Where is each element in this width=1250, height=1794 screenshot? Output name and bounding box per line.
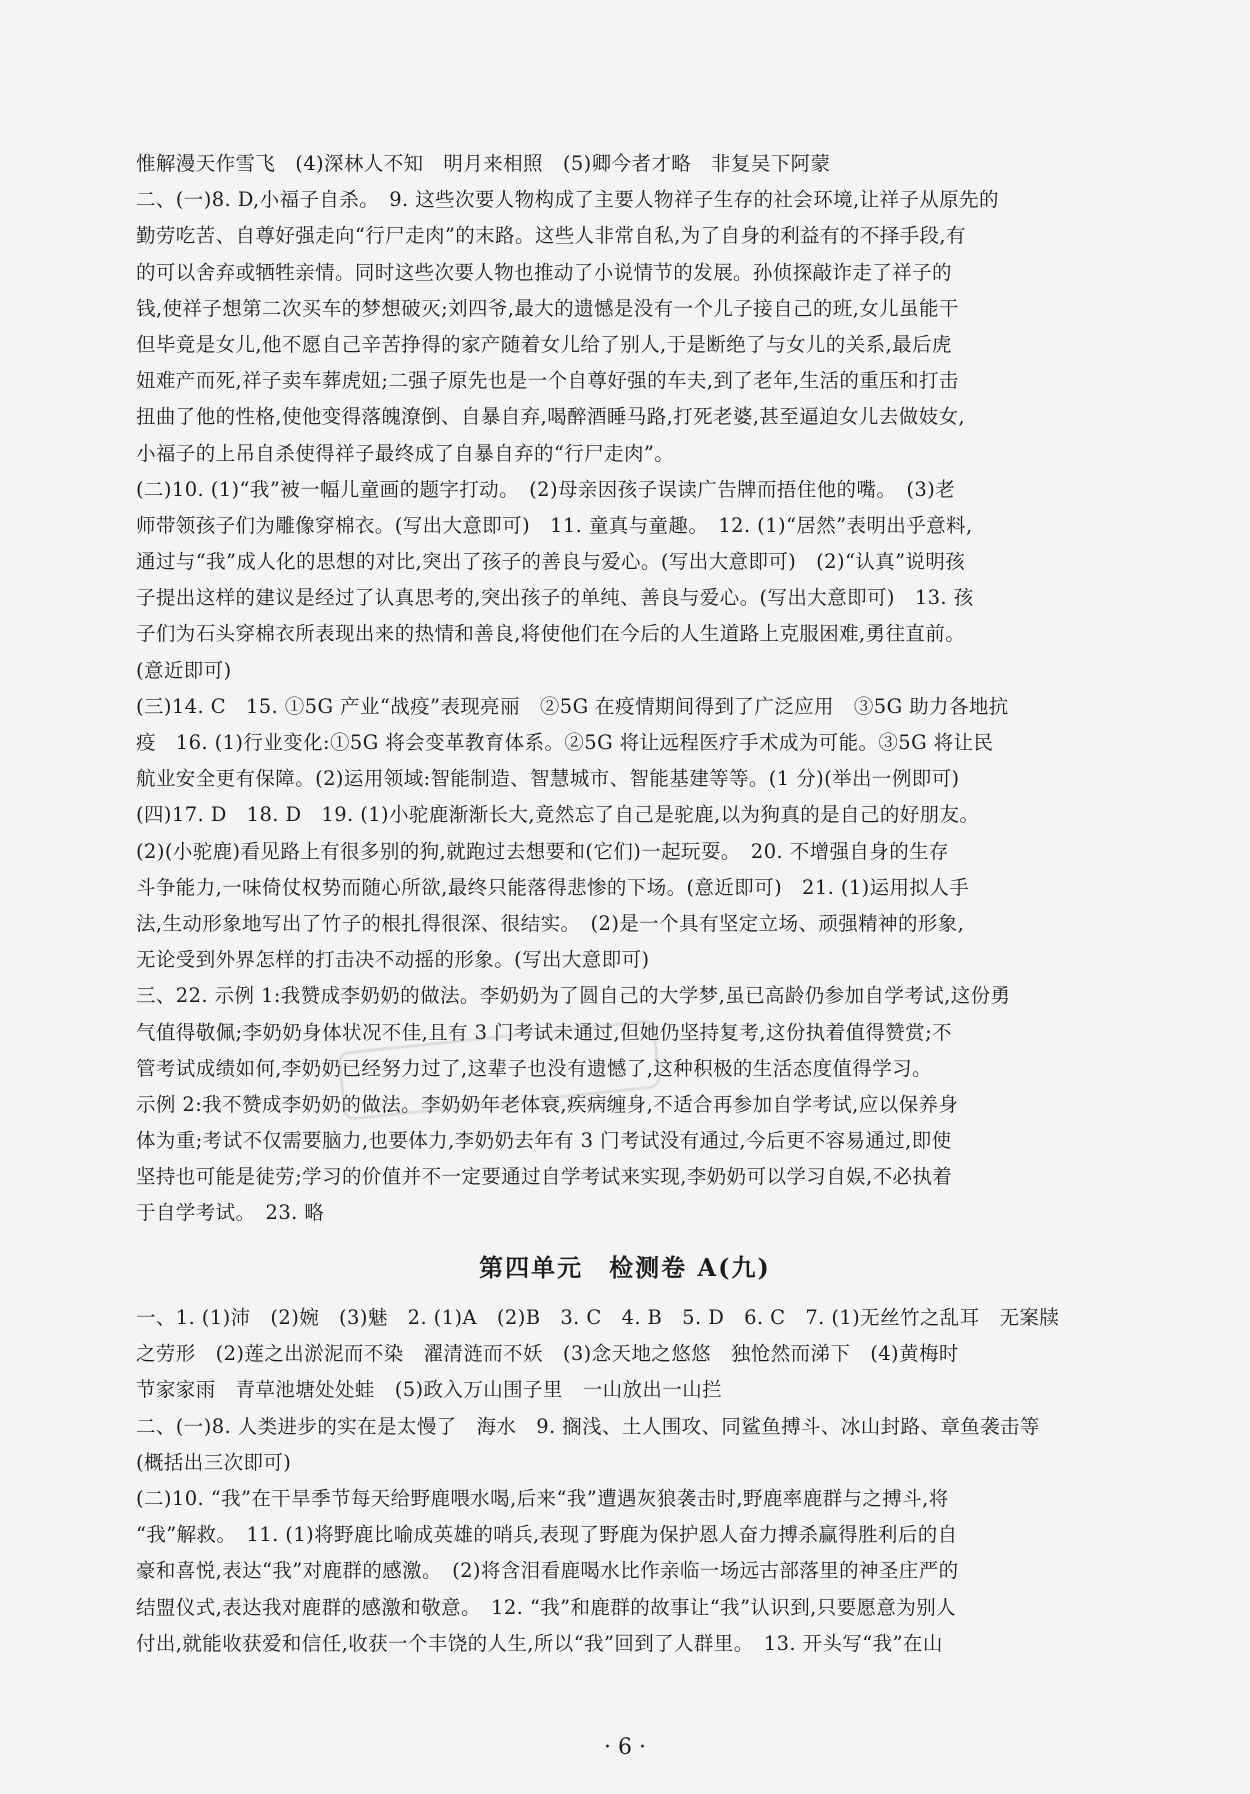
text-line: (三)14. C 15. ①5G 产业“战疫”表现亮丽 ②5G 在疫情期间得到了广泛应用 ③5G 助力各地抗 [136, 694, 1009, 718]
text-line: 扭曲了他的性格,使他变得落魄潦倒、自暴自弃,喝醉酒睡马路,打死老婆,甚至逼迫女儿去做妓女, [136, 405, 965, 429]
text-line: 管考试成绩如何,李奶奶已经努力过了,这辈子也没有遗憾了,这种积极的生活态度值得学习。 [136, 1056, 932, 1080]
text-line: 坚持也可能是徒劳;学习的价值并不一定要通过自学考试来实现,李奶奶可以学习自娱,不必执着 [136, 1165, 953, 1189]
text-line: 一、1. (1)沛 (2)婉 (3)魅 2. (1)A (2)B 3. C 4. B 5. D 6. C 7. (1)无丝竹之乱耳 无案牍 [136, 1306, 1060, 1329]
text-line: (二)10. “我”在干旱季节每天给野鹿喂水喝,后来“我”遭遇灰狼袭击时,野鹿率鹿群与之搏斗,将 [136, 1486, 949, 1510]
text-line: 节家家雨 青草池塘处处蛙 (5)政入万山围子里 一山放出一山拦 [136, 1378, 723, 1402]
text-line: 疫 16. (1)行业变化:①5G 将会变革教育体系。②5G 将让远程医疗手术成为可能。③5G 将让民 [136, 731, 994, 754]
text-line: 斗争能力,一味倚仗权势而随心所欲,最终只能落得悲惨的下场。(意近即可) 21. (1)运用拟人手 [136, 875, 970, 899]
text-line: (意近即可) [136, 658, 232, 682]
text-line: 通过与“我”成人化的思想的对比,突出了孩子的善良与爱心。(写出大意即可) (2)“认真”说明孩 [136, 550, 966, 574]
page-number: · 6 · [604, 1735, 646, 1760]
text-line: 付出,就能收获爱和信任,收获一个丰饶的人生,所以“我”回到了人群里。 13. 开头写“我”在山 [136, 1631, 943, 1655]
text-line: 的可以舍弃或牺牲亲情。同时这些次要人物也推动了小说情节的发展。孙侦探敲诈走了祥子的 [136, 260, 952, 284]
section-title: 第四单元 检测卷 A(九) [479, 1253, 771, 1282]
text-line: 豪和喜悦,表达“我”对鹿群的感激。 (2)将含泪看鹿喝水比作亲临一场远古部落里的神圣庄严的 [136, 1559, 959, 1583]
text-line: 之劳形 (2)莲之出淤泥而不染 濯清涟而不妖 (3)念天地之悠悠 独怆然而涕下 (4)黄梅时 [136, 1342, 959, 1366]
text-line: 二、(一)8. 人类进步的实在是太慢了 海水 9. 搁浅、土人围攻、同鲨鱼搏斗、冰山封路、章鱼袭击等 [136, 1414, 1040, 1438]
text-line: 师带领孩子们为雕像穿棉衣。(写出大意即可) 11. 童真与童趣。 12. (1)“居然”表明出乎意料, [136, 513, 973, 537]
text-line: (二)10. (1)“我”被一幅儿童画的题字打动。 (2)母亲因孩子误读广告牌而捂住他的嘴。 (3)老 [136, 477, 956, 501]
text-line: 二、(一)8. D,小福子自杀。 9. 这些次要人物构成了主要人物祥子生存的社会环境,让祥子从原先的 [136, 188, 999, 212]
text-line: 航业安全更有保障。(2)运用领域:智能制造、智慧城市、智能基建等等。(1 分)(举出一例即可) [136, 767, 960, 791]
text-line: 于自学考试。 23. 略 [136, 1201, 325, 1225]
text-line: 惟解漫天作雪飞 (4)深林人不知 明月来相照 (5)卿今者才略 非复吴下阿蒙 [136, 152, 831, 175]
text-line: 结盟仪式,表达我对鹿群的感激和敬意。 12. “我”和鹿群的故事让“我”认识到,只要愿意为别人 [136, 1595, 957, 1619]
text-line: 但毕竟是女儿,他不愿自己辛苦挣得的家产随着女儿给了别人,于是断绝了与女儿的关系,最后虎 [136, 332, 952, 356]
text-line: 示例 2:我不赞成李奶奶的做法。李奶奶年老体衰,疾病缠身,不适合再参加自学考试,应以保养身 [136, 1092, 959, 1116]
text-line: 无论受到外界怎样的打击决不动摇的形象。(写出大意即可) [136, 948, 650, 972]
answer-text-block-lower [136, 1300, 1059, 1662]
text-line: 钱,使祥子想第二次买车的梦想破灭;刘四爷,最大的遗憾是没有一个儿子接自己的班,女儿虽能干 [136, 296, 959, 320]
text-line: (概括出三次即可) [136, 1450, 292, 1474]
text-line: 气值得敬佩;李奶奶身体状况不佳,且有 3 门考试未通过,但她仍坚持复考,这份执着值得赞赏;不 [136, 1020, 952, 1044]
text-line: 子提出这样的建议是经过了认真思考的,突出孩子的单纯、善良与爱心。(写出大意即可) 13. 孩 [136, 586, 974, 610]
text-line: 子们为石头穿棉衣所表现出来的热情和善良,将使他们在今后的人生道路上克服困难,勇往直前。 [136, 622, 966, 646]
text-line: 法,生动形象地写出了竹子的根扎得很深、很结实。 (2)是一个具有坚定立场、顽强精神的形象, [136, 911, 965, 935]
text-line: 妞难产而死,祥子卖车葬虎妞;二强子原先也是一个自尊好强的车夫,到了老年,生活的重压和打击 [136, 369, 959, 393]
text-line: 体为重;考试不仅需要脑力,也要体力,李奶奶去年有 3 门考试没有通过,今后更不容易通过,即使 [136, 1129, 952, 1153]
text-line: 勤劳吃苦、自尊好强走向“行尸走肉”的末路。这些人非常自私,为了自身的利益有的不择手段,有 [136, 224, 966, 248]
text-line: 小福子的上吊自杀使得祥子最终成了自暴自弃的“行尸走肉”。 [136, 441, 675, 465]
text-line: (四)17. D 18. D 19. (1)小驼鹿渐渐长大,竟然忘了自己是驼鹿,以为狗真的是自己的好朋友。 [136, 803, 980, 827]
text-line: 三、22. 示例 1:我赞成李奶奶的做法。李奶奶为了圆自己的大学梦,虽已高龄仍参加自学考试,这份勇 [136, 984, 1011, 1008]
text-line: “我”解救。 11. (1)将野鹿比喻成英雄的哨兵,表现了野鹿为保护恩人奋力搏杀赢得胜利后的自 [136, 1523, 958, 1547]
text-line: (2)(小驼鹿)看见路上有很多别的狗,就跑过去想要和(它们)一起玩耍。 20. 不增强自身的生存 [136, 839, 949, 863]
